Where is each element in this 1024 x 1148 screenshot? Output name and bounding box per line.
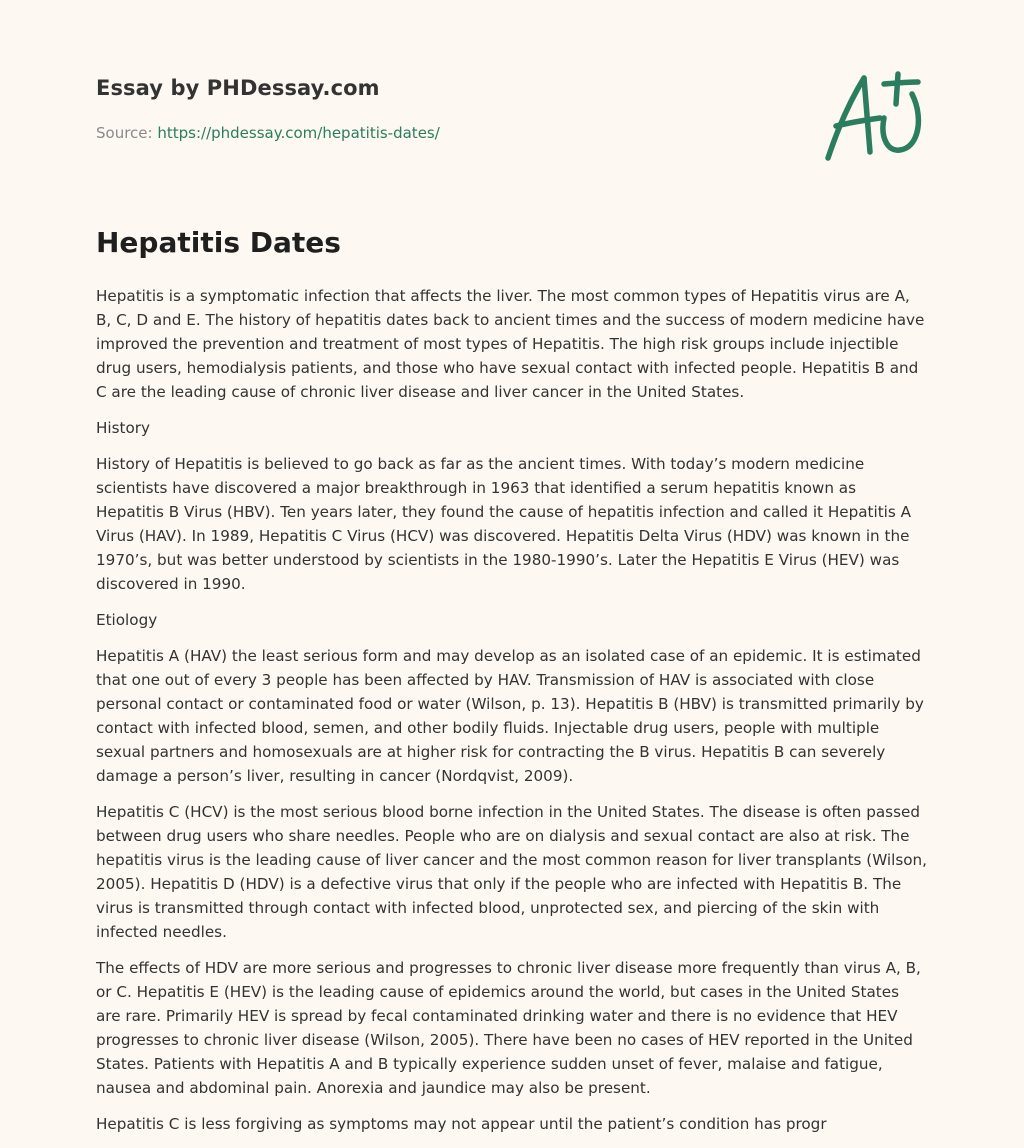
a-plus-logo-icon [822, 68, 926, 164]
source-link[interactable]: https://phdessay.com/hepatitis-dates/ [157, 124, 440, 142]
source-label: Source: [96, 124, 153, 142]
section-heading-etiology: Etiology [96, 611, 158, 629]
paragraph-etiology-hav-hbv: Hepatitis A (HAV) the least serious form and may develop as an isolated case of an epidemic. It is estimated that one out of every 3 people has been affected by HAV. Transmission of HAV is associated with close personal contact or contaminated food or water (Wilson, p. 13). Hepatitis B (HBV) is transmitted primarily by contact with infected blood, semen, and other bodily fluids. Injectable drug users, people with multiple sexual partners and homosexuals are at higher risk for contracting the B virus. Hepatitis B can severely damage a person’s liver, resulting in cancer (Nordqvist, 2009). [96, 647, 924, 785]
paragraph-etiology-hev-symptoms: The effects of HDV are more serious and progresses to chronic liver disease more frequently than virus A, B, or C. Hepatitis E (HEV) is the leading cause of epidemics around the world, but cases in the United States are rare. Primarily HEV is spread by fecal contaminated drinking water and there is no evidence that HEV progresses to chronic liver disease (Wilson, 2005). There have been no cases of HEV reported in the United States. Patients with Hepatitis A and B typically experience sudden unset of fever, malaise and fatigue, nausea and abdominal pain. Anorexia and jaundice may also be present. [96, 959, 921, 1097]
paragraph-intro: Hepatitis is a symptomatic infection that affects the liver. The most common types of Hepatitis virus are A, B, C, D and E. The history of hepatitis dates back to ancient times and the success of modern medicine have improved the prevention and treatment of most types of Hepatitis. The high risk groups include injectible drug users, hemodialysis patients, and those who have sexual contact with infected people. Hepatitis B and C are the leading cause of chronic liver disease and liver cancer in the United States. [96, 287, 925, 401]
section-heading-history: History [96, 419, 151, 437]
paragraph-history: History of Hepatitis is believed to go back as far as the ancient times. With today’s modern medicine scientists have discovered a major breakthrough in 1963 that identified a serum hepatitis known as Hepatitis B Virus (HBV). Ten years later, they found the cause of hepatitis infection and called it Hepatitis A Virus (HAV). In 1989, Hepatitis C Virus (HCV) was discovered. Hepatitis Delta Virus (HDV) was known in the 1970’s, but was better understood by scientists in the 1980-1990’s. Later the Hepatitis E Virus (HEV) was discovered in 1990. [96, 455, 912, 593]
paragraph-hcv-symptoms: Hepatitis C is less forgiving as symptoms may not appear until the patient’s condition has progr [96, 1115, 827, 1133]
source-line [96, 124, 440, 142]
paragraph-etiology-hcv-hdv: Hepatitis C (HCV) is the most serious blood borne infection in the United States. The disease is often passed between drug users who share needles. People who are on dialysis and sexual contact are also at risk. The hepatitis virus is the leading cause of liver cancer and the most common reason for liver transplants (Wilson, 2005). Hepatitis D (HDV) is a defective virus that only if the people who are infected with Hepatitis B. The virus is transmitted through contact with infected blood, unprotected sex, and piercing of the skin with infected needles. [96, 803, 928, 941]
site-brand: Essay by PHDessay.com [96, 76, 380, 100]
essay-body [96, 284, 928, 1148]
essay-title: Hepatitis Dates [96, 226, 341, 259]
